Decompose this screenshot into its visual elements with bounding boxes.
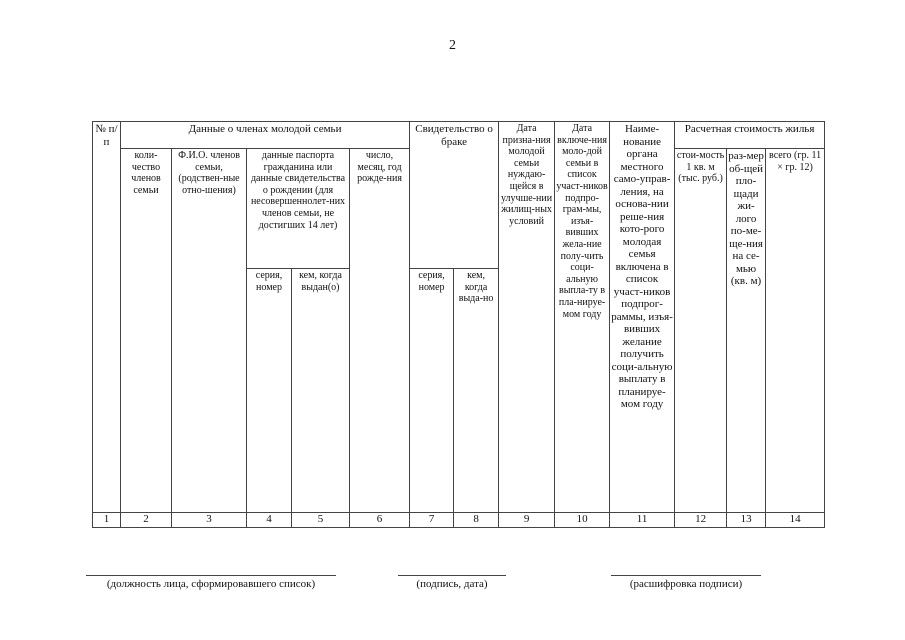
signature-decoding: (расшифровка подписи) [611, 575, 761, 590]
header-date-recognized: Дата призна-ния молодой семьи нуждаю-щейся в улучше-нии жилищ-ных условий [499, 122, 555, 513]
header-family-members: Данные о членах молодой семьи [121, 122, 410, 149]
header-members-count: коли-чество членов семьи [121, 149, 172, 513]
header-total: всего (гр. 11 × гр. 12) [766, 149, 825, 513]
header-marriage-certificate: Свидетельство о браке [410, 122, 499, 269]
header-members-passport: данные паспорта гражданина или данные свидетельства о рождении (для несовершеннолет-них членов семьи, не достигших 14 лет) [247, 149, 350, 269]
header-passport-issued: кем, когда выдан(о) [292, 269, 350, 513]
column-number: 7 [410, 513, 454, 528]
column-number: 2 [121, 513, 172, 528]
column-number: 5 [292, 513, 350, 528]
header-authority-name: Наиме-нование органа местного само-управ-ления, на основа-нии реше-ния кото-рого молодая семья включена в список участ-ников подпрог-раммы, изъя-вивших желание получить соци-альную выплату в планируе-мом году [610, 122, 675, 513]
column-number: 9 [499, 513, 555, 528]
header-members-birth: число, месяц, год рожде-ния [350, 149, 410, 513]
header-housing-cost: Расчетная стоимость жилья [675, 122, 825, 149]
column-number: 10 [555, 513, 610, 528]
family-register-table [92, 121, 825, 528]
header-members-fio: Ф.И.О. членов семьи, (родствен-ные отно-шения) [172, 149, 247, 513]
column-number: 14 [766, 513, 825, 528]
header-marriage-issued: кем, когда выда-но [454, 269, 499, 513]
column-number: 11 [610, 513, 675, 528]
column-number: 4 [247, 513, 292, 528]
header-date-included: Дата включе-ния моло-дой семьи в список участ-ников подпро-грам-мы, изъя-вивших желa-ние полу-чить соци-альную выпла-ту в пла-нируе-мом году [555, 122, 610, 513]
column-number: 12 [675, 513, 727, 528]
column-number: 8 [454, 513, 499, 528]
column-number: 1 [93, 513, 121, 528]
header-area-size: раз-мер об-щей пло-щади жи-лого по-ме-ще-ния на се-мью (кв. м) [727, 149, 766, 513]
header-marriage-series: серия, номер [410, 269, 454, 513]
signature-position: (должность лица, сформировавшего список) [86, 575, 336, 590]
header-row-number: № п/п [93, 122, 121, 513]
column-number: 13 [727, 513, 766, 528]
page-number: 2 [449, 38, 456, 53]
column-number: 3 [172, 513, 247, 528]
header-cost-per-sqm: стои-мость 1 кв. м (тыс. руб.) [675, 149, 727, 513]
header-passport-series: серия, номер [247, 269, 292, 513]
signature-sign-date: (подпись, дата) [398, 575, 506, 590]
column-number: 6 [350, 513, 410, 528]
